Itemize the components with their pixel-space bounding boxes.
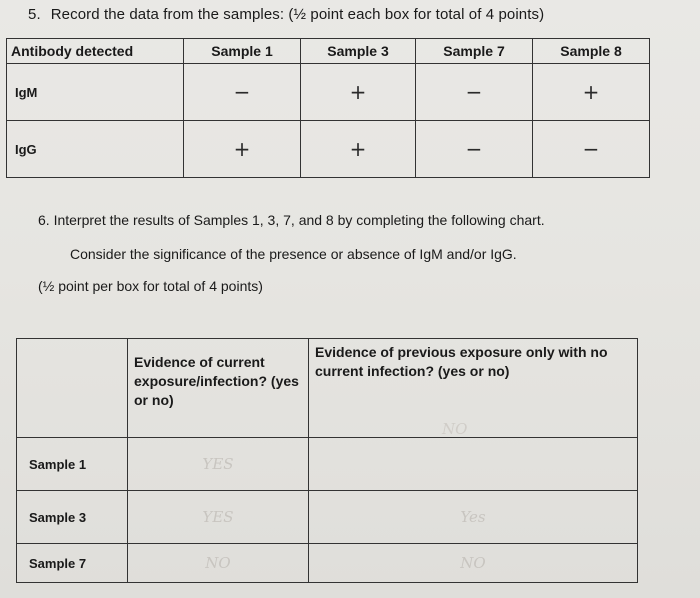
table-row — [7, 121, 650, 178]
question-6-line-3: (½ point per box for total of 4 points) — [38, 278, 263, 294]
cell-igm-sample-8[interactable]: + — [533, 64, 650, 121]
faint-handwriting: NO — [442, 420, 468, 438]
answer-current-sample-3[interactable]: YES — [128, 491, 309, 544]
header-sample-3: Sample 3 — [301, 39, 416, 64]
table-row — [17, 438, 638, 491]
question-6-line-1: 6. Interpret the results of Samples 1, 3, 7, and 8 by completing the following chart. — [38, 212, 545, 228]
row-label-igg: IgG — [7, 121, 184, 178]
cell-igg-sample-1[interactable]: + — [184, 121, 301, 178]
interpretation-table — [16, 338, 638, 583]
header-previous-exposure: Evidence of previous exposure only with no current infection? (yes or no) — [309, 339, 638, 438]
interpretation-table-header — [17, 339, 638, 438]
answer-current-sample-1[interactable]: YES — [128, 438, 309, 491]
row-label-sample-3: Sample 3 — [17, 491, 128, 544]
header-blank — [17, 339, 128, 438]
answer-previous-sample-7[interactable]: NO — [309, 544, 638, 583]
header-sample-8: Sample 8 — [533, 39, 650, 64]
row-label-sample-7: Sample 7 — [17, 544, 128, 583]
answer-previous-sample-1[interactable] — [309, 438, 638, 491]
answer-current-sample-7[interactable]: NO — [128, 544, 309, 583]
antibody-table-header — [7, 39, 650, 64]
answer-previous-sample-3[interactable]: Yes — [309, 491, 638, 544]
antibody-table — [6, 38, 650, 178]
row-label-sample-1: Sample 1 — [17, 438, 128, 491]
cell-igm-sample-3[interactable]: + — [301, 64, 416, 121]
question-5 — [28, 6, 544, 23]
cell-igg-sample-8[interactable]: − — [533, 121, 650, 178]
header-current-exposure: Evidence of current exposure/infection? (yes or no) — [128, 339, 309, 438]
header-sample-7: Sample 7 — [416, 39, 533, 64]
header-antibody: Antibody detected — [7, 39, 184, 64]
table-row — [7, 64, 650, 121]
question-6-line-2: Consider the significance of the presence or absence of IgM and/or IgG. — [70, 246, 517, 262]
table-row — [17, 491, 638, 544]
cell-igg-sample-3[interactable]: + — [301, 121, 416, 178]
cell-igm-sample-1[interactable]: − — [184, 64, 301, 121]
question-5-text: Record the data from the samples: (½ point each box for total of 4 points) — [50, 6, 545, 23]
cell-igm-sample-7[interactable]: − — [416, 64, 533, 121]
cell-igg-sample-7[interactable]: − — [416, 121, 533, 178]
header-sample-1: Sample 1 — [184, 39, 301, 64]
row-label-igm: IgM — [7, 64, 184, 121]
table-row — [17, 544, 638, 583]
question-5-number: 5. — [28, 6, 41, 23]
